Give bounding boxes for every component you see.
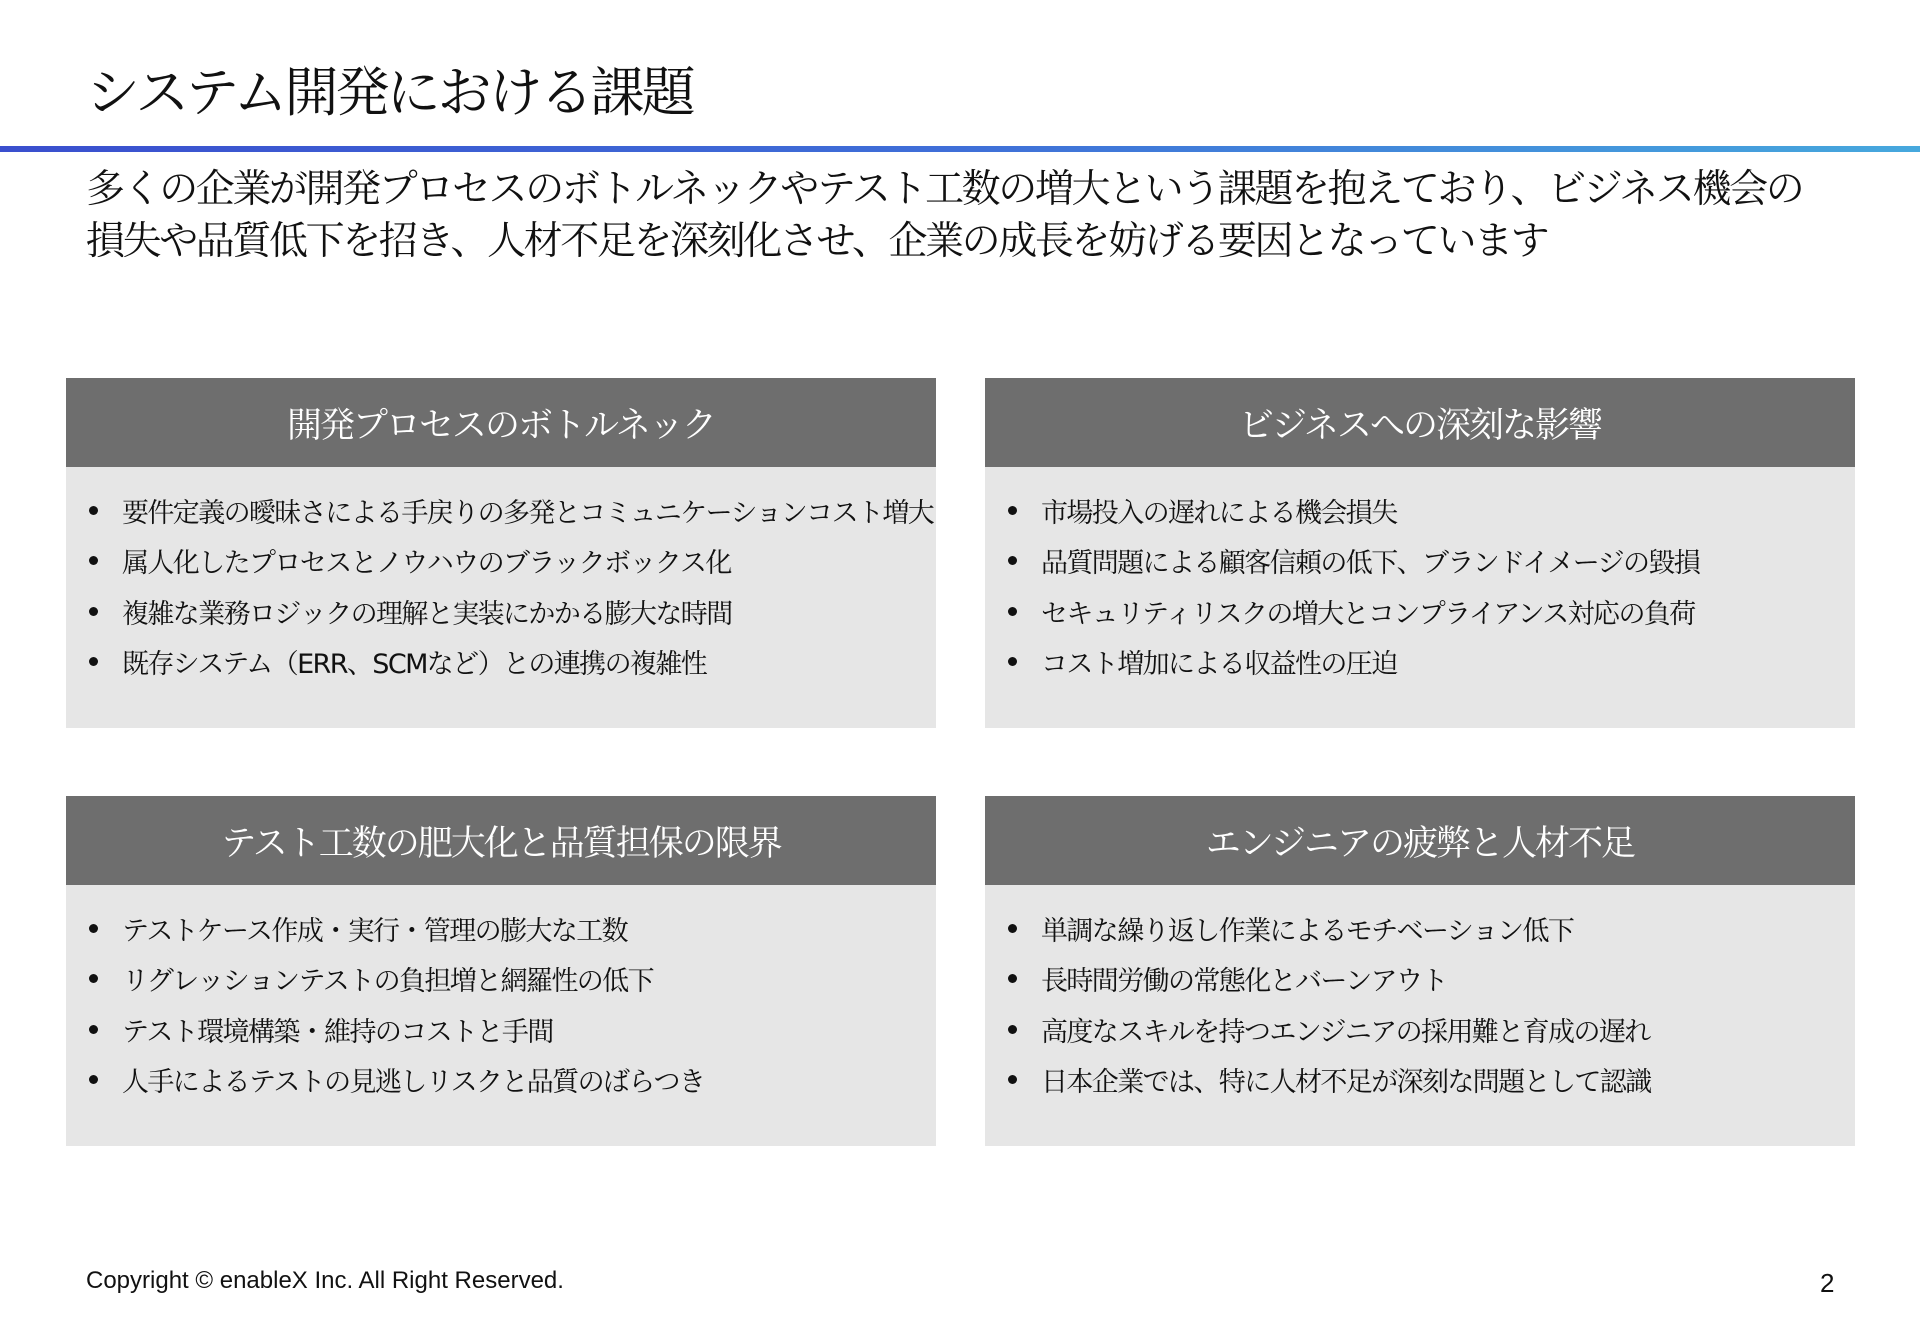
bullet-icon bbox=[1008, 607, 1017, 616]
list-item bbox=[1007, 485, 1855, 536]
card-test-effort bbox=[66, 796, 936, 1146]
bullet-icon bbox=[89, 607, 98, 616]
list-item-text: コスト増加による収益性の圧迫 bbox=[1041, 649, 1397, 681]
bullet-icon bbox=[89, 974, 98, 983]
bullet-icon bbox=[1008, 657, 1017, 666]
list-item bbox=[88, 485, 936, 536]
card-development-bottleneck bbox=[66, 378, 936, 728]
bullet-icon bbox=[89, 924, 98, 933]
bullet-icon bbox=[89, 556, 98, 565]
list-item bbox=[88, 1055, 936, 1106]
list-item bbox=[88, 903, 936, 954]
list-item-text: セキュリティリスクの増大とコンプライアンス対応の負荷 bbox=[1041, 598, 1695, 630]
list-item bbox=[1007, 1004, 1855, 1055]
card-bullet-list bbox=[985, 467, 1855, 687]
card-header: 開発プロセスのボトルネック bbox=[66, 378, 936, 467]
list-item-text: 属人化したプロセスとノウハウのブラックボックス化 bbox=[122, 548, 731, 580]
list-item bbox=[1007, 586, 1855, 637]
bullet-icon bbox=[1008, 974, 1017, 983]
bullet-icon bbox=[1008, 1025, 1017, 1034]
list-item-text: 単調な繰り返し作業によるモチベーション低下 bbox=[1041, 915, 1574, 947]
list-item bbox=[1007, 637, 1855, 688]
lead-line-1: 多くの企業が開発プロセスのボトルネックやテスト工数の増大という課題を抱えており、ビジネス機会の bbox=[86, 167, 1803, 212]
bullet-icon bbox=[89, 1025, 98, 1034]
list-item-text: 複雑な業務ロジックの理解と実装にかかる膨大な時間 bbox=[122, 598, 732, 630]
list-item-text: テスト環境構築・維持のコストと手間 bbox=[122, 1016, 553, 1048]
list-item-text: 日本企業では、特に人材不足が深刻な問題として認識 bbox=[1041, 1067, 1651, 1099]
list-item bbox=[88, 954, 936, 1005]
card-engineer-shortage bbox=[985, 796, 1855, 1146]
list-item-text: 高度なスキルを持つエンジニアの採用難と育成の遅れ bbox=[1041, 1016, 1650, 1048]
list-item-text: 長時間労働の常態化とバーンアウト bbox=[1041, 966, 1447, 998]
list-item bbox=[1007, 1055, 1855, 1106]
list-item bbox=[88, 536, 936, 587]
list-item-text: 人手によるテストの見逃しリスクと品質のばらつき bbox=[122, 1067, 705, 1099]
list-item-text: 要件定義の曖昧さによる手戻りの多発とコミュニケーションコスト増大 bbox=[122, 497, 934, 529]
card-header: エンジニアの疲弊と人材不足 bbox=[985, 796, 1855, 885]
list-item-text: リグレッションテストの負担増と網羅性の低下 bbox=[122, 966, 653, 998]
lead-line-2: 損失や品質低下を招き、人材不足を深刻化させ、企業の成長を妨げる要因となっています bbox=[86, 219, 1548, 264]
list-item-text: 既存システム（ERR、SCMなど）との連携の複雑性 bbox=[122, 649, 707, 681]
card-bullet-list bbox=[66, 885, 936, 1105]
list-item bbox=[1007, 903, 1855, 954]
bullet-icon bbox=[89, 657, 98, 666]
list-item bbox=[88, 637, 936, 688]
list-item bbox=[88, 1004, 936, 1055]
bullet-icon bbox=[89, 506, 98, 515]
list-item-text: テストケース作成・実行・管理の膨大な工数 bbox=[122, 915, 628, 947]
page-number: 2 bbox=[1820, 1268, 1835, 1298]
list-item-text: 市場投入の遅れによる機会損失 bbox=[1041, 497, 1397, 529]
bullet-icon bbox=[1008, 506, 1017, 515]
card-bullet-list bbox=[66, 467, 936, 687]
card-business-impact bbox=[985, 378, 1855, 728]
bullet-icon bbox=[89, 1075, 98, 1084]
card-header: ビジネスへの深刻な影響 bbox=[985, 378, 1855, 467]
card-bullet-list bbox=[985, 885, 1855, 1105]
slide-title: システム開発における課題 bbox=[86, 61, 693, 124]
lead-text bbox=[86, 164, 1866, 268]
list-item-text: 品質問題による顧客信頼の低下、ブランドイメージの毀損 bbox=[1041, 548, 1700, 580]
list-item bbox=[88, 586, 936, 637]
bullet-icon bbox=[1008, 924, 1017, 933]
list-item bbox=[1007, 954, 1855, 1005]
list-item bbox=[1007, 536, 1855, 587]
bullet-icon bbox=[1008, 556, 1017, 565]
bullet-icon bbox=[1008, 1075, 1017, 1084]
card-header: テスト工数の肥大化と品質担保の限界 bbox=[66, 796, 936, 885]
title-divider bbox=[0, 146, 1920, 152]
footer-copyright: Copyright © enableX Inc. All Right Reserved. bbox=[86, 1267, 564, 1294]
